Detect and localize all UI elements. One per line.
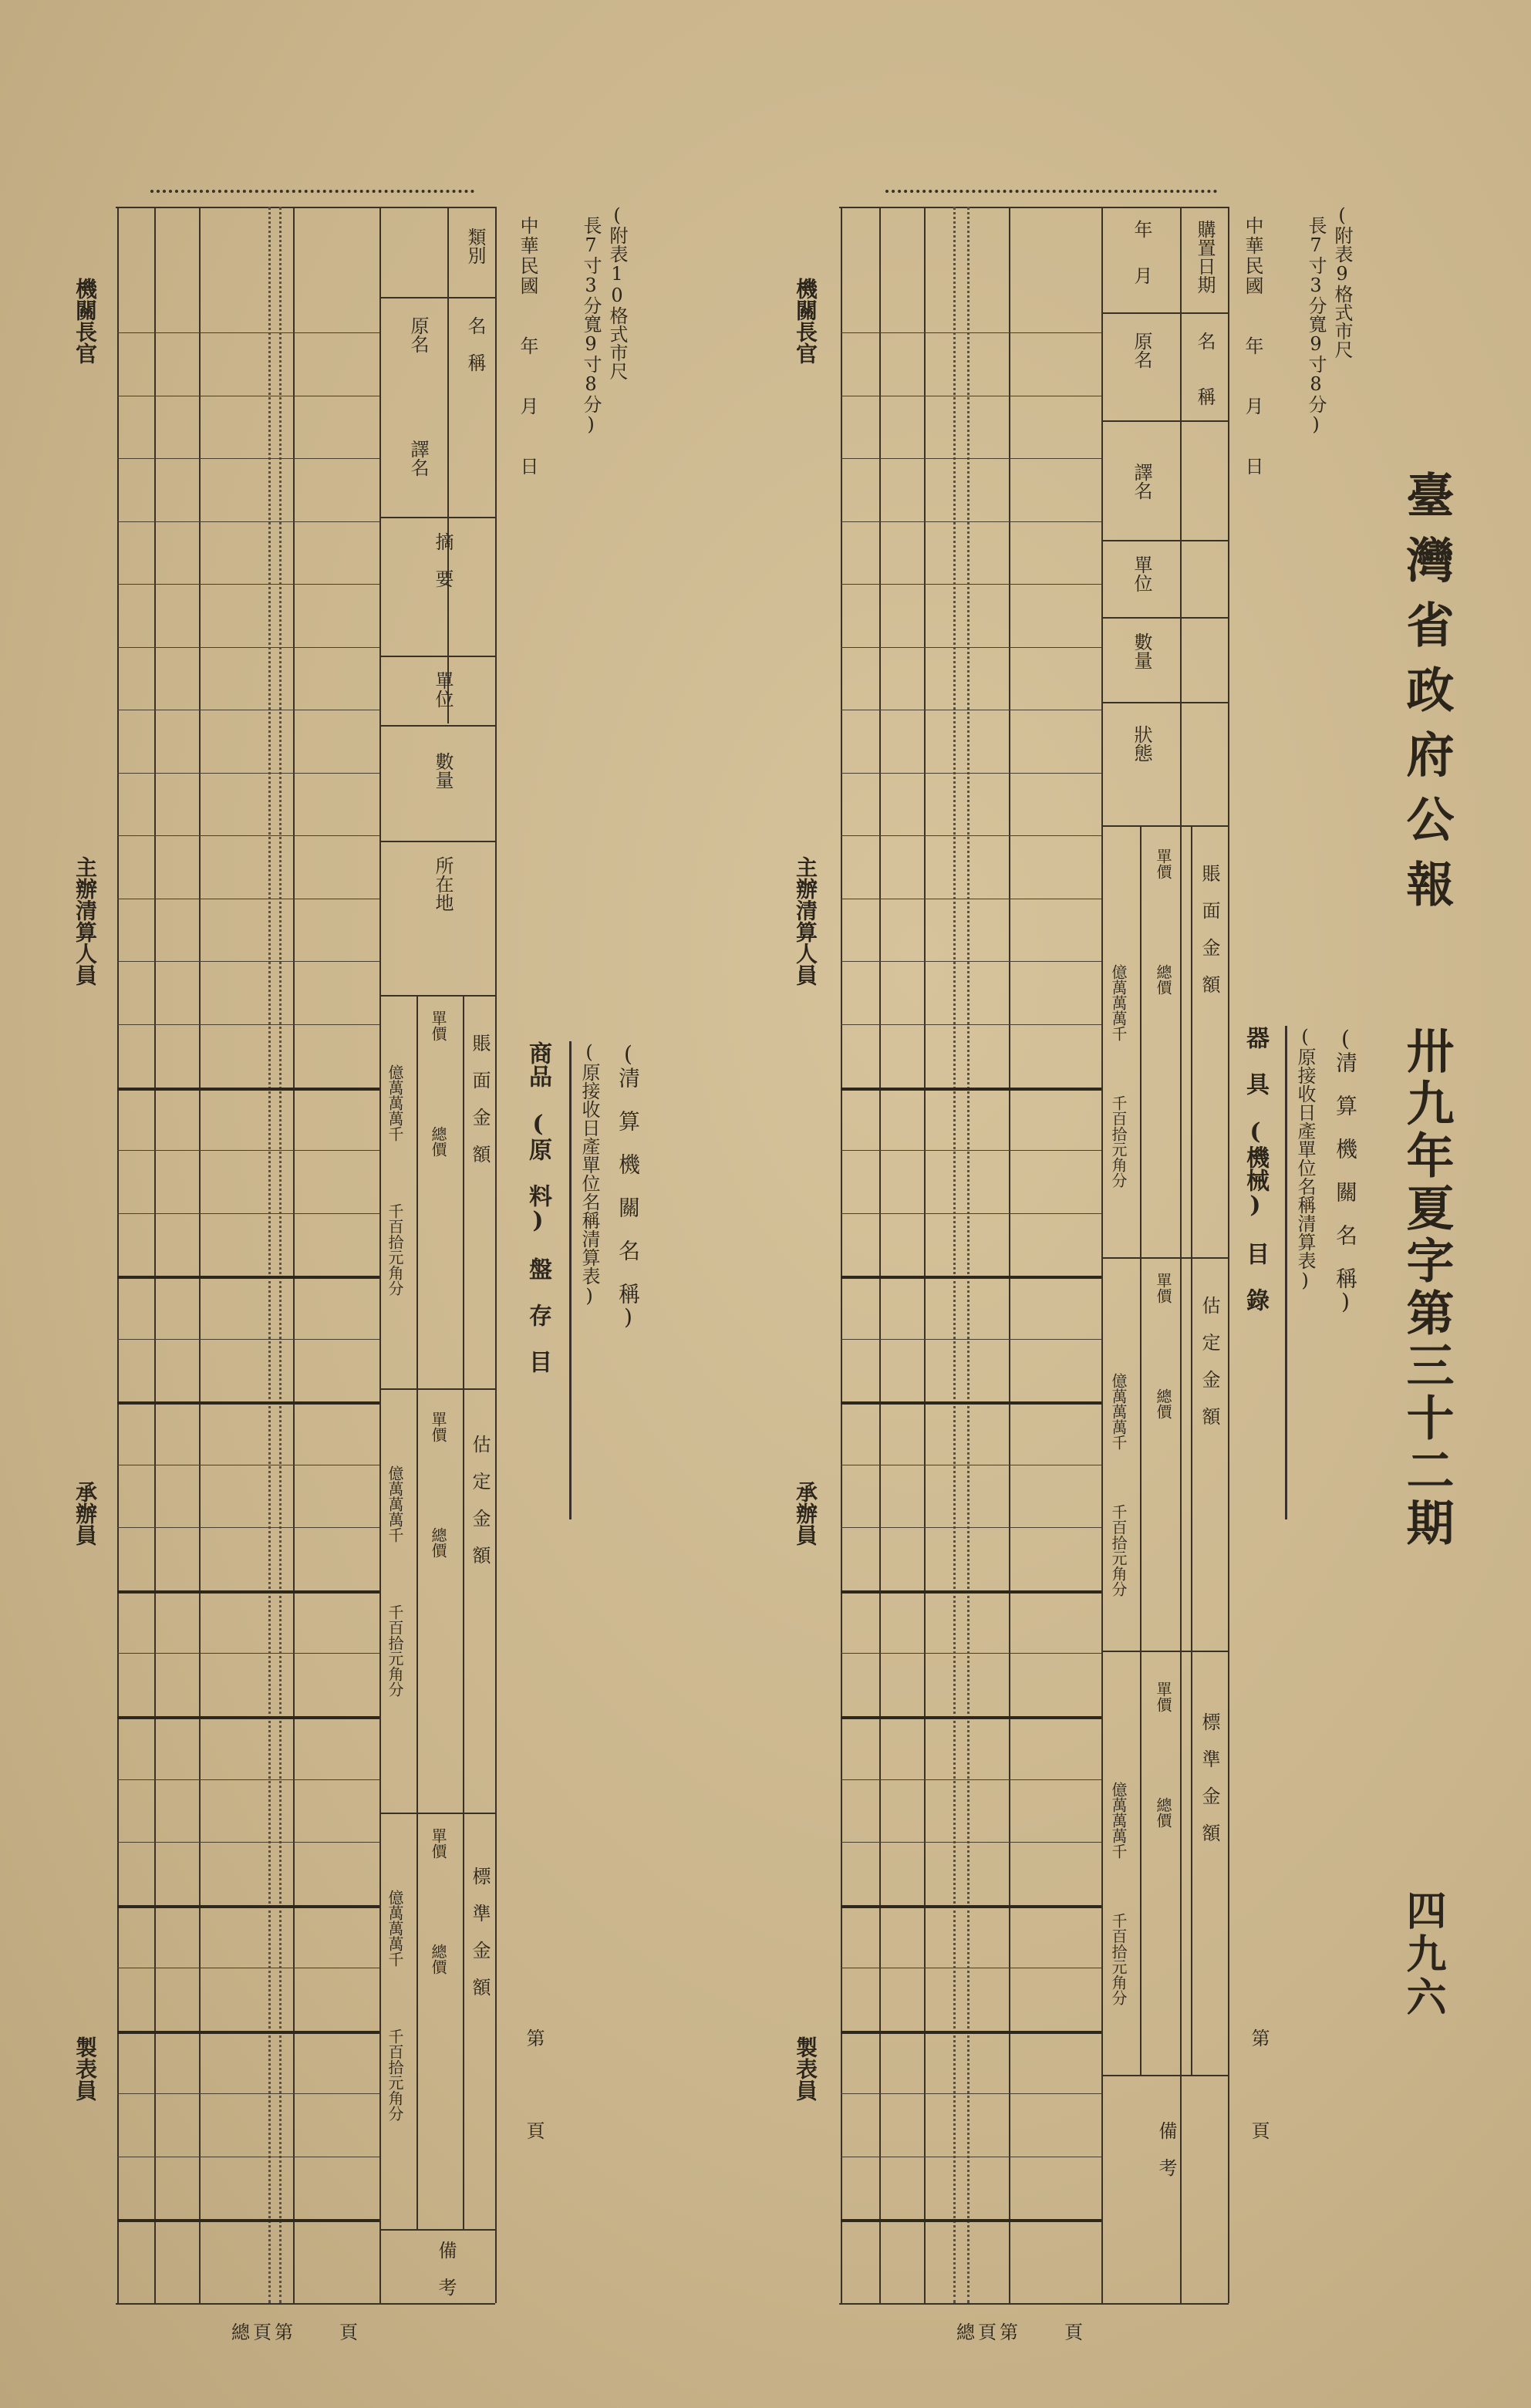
- form9-std-unit: 單價: [1154, 1681, 1172, 1712]
- form10-std-digits-low: 千百拾元角分: [386, 2029, 404, 2121]
- form9-col-state: 狀態: [1131, 725, 1152, 762]
- form9-col-trans: 譯名: [1131, 463, 1152, 500]
- form10-sig-liq: 主辦清算人員: [73, 856, 98, 986]
- form10-page-line: 第 頁: [523, 2029, 545, 2140]
- form9-right-border: [1228, 207, 1229, 2303]
- form9-col-year: 年: [1131, 220, 1152, 238]
- form9-col-name: 名 稱: [1194, 332, 1216, 406]
- form10-total-page: 總頁第 頁: [231, 2322, 361, 2343]
- form9-est-unit: 單價: [1154, 1273, 1172, 1303]
- form10-note-top: (附表10格式市尺: [606, 204, 628, 380]
- form10-sig-chief: 機關長官: [73, 278, 98, 364]
- form9-page-line: 第 頁: [1248, 2029, 1270, 2140]
- form9-col-est: 估 定 金 額: [1199, 1296, 1220, 1425]
- form9-col-purchase: 購置日期: [1194, 220, 1216, 294]
- form9-col-std: 標 準 金 額: [1199, 1712, 1220, 1842]
- form10-right-border: [495, 207, 497, 2303]
- issue-number: 卅九年夏字第三十二期: [1398, 1026, 1455, 1550]
- form9-book-total: 總價: [1154, 964, 1172, 995]
- gazette-title: 臺灣省政府公報: [1398, 470, 1455, 924]
- form9-est-digits-low: 千百拾元角分: [1109, 1504, 1128, 1597]
- form9-sig-liq: 主辦清算人員: [793, 856, 818, 986]
- form10-col-unit: 單位: [432, 671, 454, 708]
- form10-std-unit: 單價: [429, 1828, 447, 1859]
- form9-sig-maker: 製表員: [793, 2036, 818, 2101]
- form9-book-digits-high: 億萬萬萬千: [1109, 964, 1128, 1041]
- form10-col-remark: 備 考: [435, 2241, 457, 2296]
- form9-data-rows: [841, 207, 1101, 2303]
- form9-agency: (清 算 機 關 名 稱): [1333, 1026, 1358, 1314]
- form9-std-digits-high: 億萬萬萬千: [1109, 1782, 1128, 1859]
- form9-cut-line: [885, 190, 1217, 193]
- form9-note-bottom: 長7寸3分寬9寸8分): [1305, 216, 1327, 435]
- form9-col-book: 賬 面 金 額: [1199, 864, 1220, 993]
- form9-col-orig: 原名: [1131, 332, 1152, 369]
- form9-est-digits-high: 億萬萬萬千: [1109, 1373, 1128, 1450]
- form10-title: 商品 (原 料) 盤 存 目: [524, 1041, 551, 1373]
- form10-est-total: 總價: [429, 1527, 447, 1558]
- form10-col-name: 名 稱: [464, 316, 486, 372]
- form9-sig-clerk: 承辦員: [793, 1481, 818, 1546]
- form9-subtitle: (原接收日產單位名稱清算表): [1294, 1026, 1316, 1291]
- form10-col-orig: 原名: [407, 316, 429, 353]
- form10-est-digits-high: 億萬萬萬千: [386, 1465, 404, 1543]
- form9-header-divider: [1101, 207, 1103, 2303]
- form10-note-bottom: 長7寸3分寬9寸8分): [580, 216, 602, 435]
- form10-col-spec: 摘 要: [432, 532, 454, 588]
- form9-title: 器 具 (機械) 目 錄: [1242, 1026, 1269, 1311]
- form10-col-category: 類別: [464, 228, 486, 265]
- form10-book-total: 總價: [429, 1126, 447, 1157]
- form9-col-month: 月: [1131, 266, 1152, 285]
- form10-book-digits-high: 億萬萬萬千: [386, 1064, 404, 1142]
- form9-book-unit: 單價: [1154, 848, 1172, 879]
- form10-date-line: 中華民國 年 月 日: [517, 216, 538, 477]
- form9-est-total: 總價: [1154, 1388, 1172, 1419]
- form10-col-loc: 所在地: [432, 856, 454, 912]
- form10-sig-clerk: 承辦員: [73, 1481, 98, 1546]
- form10-data-rows: [117, 207, 379, 2303]
- form9-book-digits-low: 千百拾元角分: [1109, 1095, 1128, 1188]
- form10-header-divider: [379, 207, 381, 2303]
- form10-book-digits-low: 千百拾元角分: [386, 1203, 404, 1296]
- form10-std-total: 總價: [429, 1944, 447, 1975]
- form10-col-est: 估 定 金 額: [469, 1435, 491, 1564]
- form10-subtitle: (原接收日產單位名稱清算表): [578, 1041, 600, 1307]
- form10-book-unit: 單價: [429, 1010, 447, 1041]
- form10-sig-maker: 製表員: [73, 2036, 98, 2101]
- form9-std-total: 總價: [1154, 1797, 1172, 1828]
- form9-col-qty: 數量: [1131, 632, 1152, 669]
- form9-col-unit: 單位: [1131, 555, 1152, 592]
- form10-cut-line: [150, 190, 474, 193]
- form10-est-unit: 單價: [429, 1411, 447, 1442]
- form9-sig-chief: 機關長官: [793, 278, 818, 364]
- form10-col-trans: 譯名: [407, 440, 429, 477]
- page-number: 四九六: [1399, 1890, 1446, 2019]
- form9-note-top: (附表9格式市尺: [1331, 204, 1353, 359]
- form9-col-remark: 備 考: [1155, 2121, 1177, 2177]
- form9-bottom-border: [839, 2303, 1229, 2305]
- form10-bottom-border: [116, 2303, 495, 2305]
- form9-std-digits-low: 千百拾元角分: [1109, 1913, 1128, 2005]
- form10-est-digits-low: 千百拾元角分: [386, 1604, 404, 1697]
- form10-col-book: 賬 面 金 額: [469, 1034, 491, 1163]
- form9-date-line: 中華民國 年 月 日: [1242, 216, 1263, 477]
- form10-col-std: 標 準 金 額: [469, 1867, 491, 1996]
- form10-std-digits-high: 億萬萬萬千: [386, 1890, 404, 1967]
- form10-col-qty: 數量: [432, 752, 454, 789]
- form9-total-page: 總頁第 頁: [956, 2322, 1086, 2343]
- form10-agency: (清 算 機 關 名 稱): [615, 1041, 641, 1330]
